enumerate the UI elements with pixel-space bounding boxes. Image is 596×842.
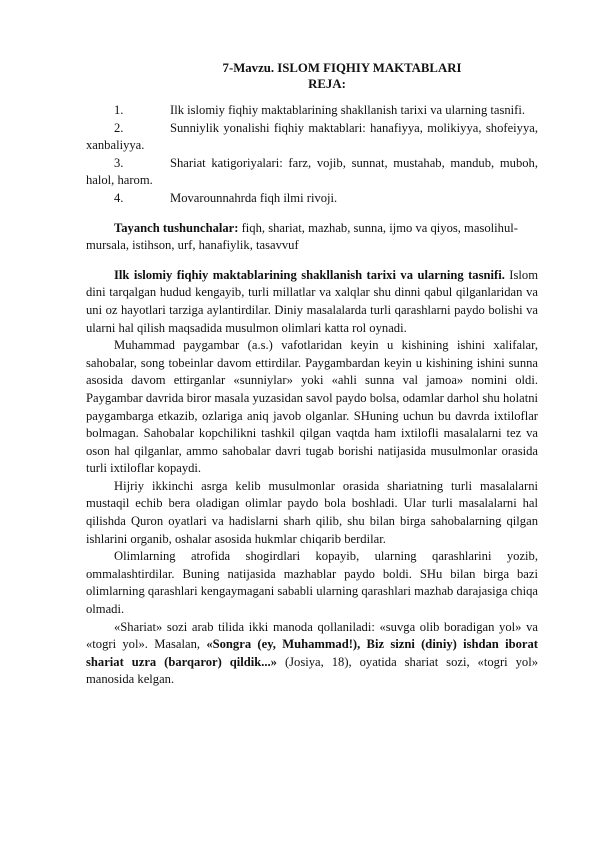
- quran-quote: «Songra (ey, Muhammad!), Biz sizni (diniy) ishdan iborat shariat uzra (barqaror) qildik...»: [86, 637, 538, 669]
- plan-item-number: 2.: [114, 120, 124, 135]
- plan-item: [86, 190, 538, 208]
- body-paragraph: Muhammad paygambar (a.s.) vafotlaridan keyin u kishining ishini xalifalar, sahobalar, song tobeinlar davom ettirdilar. Paygambardan keyin u kishining ishini sunna asosida davom ettirganlar «sunniylar» yoki «ahli sunna val jamoa» nomini oldi. Paygambar davrida biror masala yuzasidan savol paydo bolsa, odamlar darhol shu holatni paygambarga etkazib, ozlariga aniq javob olganlar. SHuning uchun bu davrda ixtiloflar bolmagan. Sahobalar kopchilikni tashkil qilgan vaqtda ham ixtilofli masalalarni tez va oson hal qilganlar, ammo sahobalar davri tugab borishi natijasida musulmonlar orasida turli ixtiloflar kopaydi.: [86, 338, 538, 476]
- shariat-text-before: «Shariat» sozi arab tilida ikki manoda qollaniladi: «suvga olib boradigan yol» va «togri yol». Masalan,: [86, 619, 538, 652]
- key-concepts: [86, 220, 538, 255]
- plan-item-number: 4.: [114, 190, 124, 205]
- page-title: 7-Mavzu. ISLOM FIQHIY MAKTABLARI: [222, 61, 462, 75]
- document-content: [86, 60, 538, 689]
- plan-item-number: 3.: [114, 155, 124, 170]
- plan-item: [86, 120, 538, 155]
- plan-item-text: Shariat katigoriyalari: farz, vojib, sunnat, mustahab, mandub, muboh, halol, harom.: [86, 155, 538, 188]
- section-intro-paragraph: [86, 267, 538, 337]
- shariat-text-after: (Josiya, 18), oyatida shariat sozi, «togri yol» manosida kelgan.: [86, 654, 538, 687]
- plan-heading: REJA:: [308, 77, 346, 91]
- plan-item: [86, 155, 538, 190]
- plan-item-text: Movarounnahrda fiqh ilmi rivoji.: [170, 190, 338, 205]
- plan-item-number: 1.: [114, 103, 124, 117]
- key-concepts-label: Tayanch tushunchalar:: [114, 220, 239, 235]
- shariat-paragraph: [86, 619, 538, 689]
- section-intro-text: Islom dini tarqalgan hudud kengayib, turli millatlar va xalqlar shu dinni qabul qilganlaridan va uni oz hayotlari tarziga aylantirdilar. Diniy masalalarda turli qarashlarni paydo bolishi va ularni hal qilish maqsadida musulmon olimlari katta rol oynadi.: [86, 267, 538, 335]
- plan-item-text: Sunniylik yonalishi fiqhiy maktablari: hanafiyya, molikiyya, shofeiyya, xanbaliyya.: [86, 120, 538, 153]
- key-concepts-text: fiqh, shariat, mazhab, sunna, ijmo va qiyos, masolihul-mursala, istihson, urf, hanafiylik, tasavvuf: [86, 220, 518, 253]
- body-paragraph: Olimlarning atrofida shogirdlari kopayib, ularning qarashlarini yozib, ommalashtirdilar. Buning natijasida mazhablar paydo boldi. SHu bilan birga bazi olimlarning qarashlari kengaymagani sababli ularning qarashlari mazhab darajasiga chiqa olmadi.: [86, 549, 538, 617]
- plan-item: [86, 102, 538, 120]
- body-paragraph: Hijriy ikkinchi asrga kelib musulmonlar orasida shariatning turli masalalarni mustaqil echib bera oladigan olimlar paydo bola boshladi. Ular turli masalalarni hal qilishda Quron oyatlari va hadislarni sharh qilib, shu bilan birga sahobalarning qilgan ishlarini organib, oshalar asosida hukmlar chiqarib berdilar.: [86, 478, 538, 546]
- plan-item-text: Ilk islomiy fiqhiy maktablarining shakllanish tarixi va ularning tasnifi.: [170, 103, 526, 117]
- section-heading: Ilk islomiy fiqhiy maktablarining shakllanish tarixi va ularning tasnifi.: [114, 267, 505, 282]
